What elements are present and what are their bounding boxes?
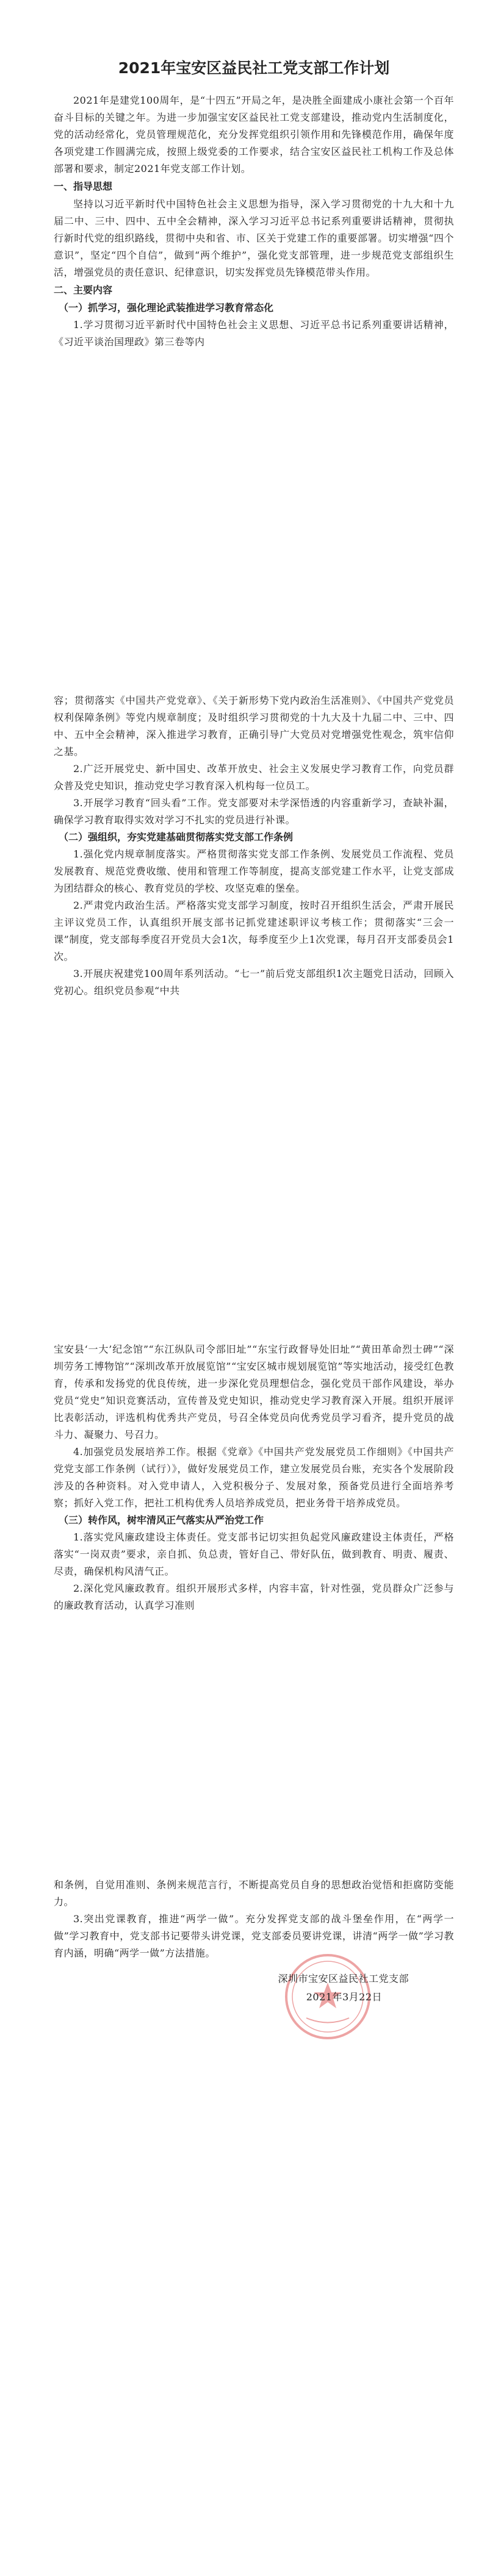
work-style-paragraph-2-end: 和条例，自觉用准则、条例来规范言行，不断提高党员自身的思想政治觉悟和拒腐防变能力。 bbox=[54, 1878, 454, 1908]
page-break-gap bbox=[54, 1000, 454, 1341]
subsection-heading-work-style: （三）转作风，树牢清风正气落实从严治党工作 bbox=[59, 1514, 264, 1526]
organization-paragraph-1: 1.强化党内规章制度落实。严格贯彻落实党支部工作条例、发展党员工作流程、党员发展教育、规范党费收缴、使用和管理工作等制度，提高支部党建工作水平，让党支部成为团结群众的核心、教育党员的学校、攻坚克难的堡垒。 bbox=[54, 848, 454, 894]
organization-paragraph-4: 4.加强党员发展培养工作。根据《党章》《中国共产党发展党员工作细则》《中国共产党党支部工作条例（试行）》，做好发展党员工作，建立发展党员台账，充实各个发展阶段涉及的各种资料。对入党申请人，入党积极分子、发展对象，预备党员进行全面培养考察；抓好入党工作，把社工机构优秀人员培养成党员，把业务骨干培养成党员。 bbox=[54, 1445, 454, 1509]
signature-organization: 深圳市宝安区益民社工党支部 bbox=[278, 1972, 409, 1984]
study-paragraph-1-start: 1.学习贯彻习近平新时代中国特色社会主义思想、习近平总书记系列重要讲话精神，《习近平谈治国理政》第三卷等内 bbox=[54, 318, 454, 348]
work-style-paragraph-1: 1.落实党风廉政建设主体责任。党支部书记切实担负起党风廉政建设主体责任，严格落实“一岗双责”要求，亲自抓、负总责，管好自己、带好队伍，做到教育、明责、履责、尽责，确保机构风清气正。 bbox=[54, 1531, 454, 1577]
work-style-paragraph-3: 3.突出党课教育，推进“两学一做”。充分发挥党支部的战斗堡垒作用，在“两学一做”学习教育中，党支部书记要带头讲党课，党支部委员要讲党课，讲清“两学一做”学习教育内涵，明确“两学一做”方法措施。 bbox=[54, 1912, 454, 1959]
guiding-ideology-paragraph: 坚持以习近平新时代中国特色社会主义思想为指导，深入学习贯彻党的十九大和十九届二中、三中、四中、五中全会精神，深入学习习近平总书记系列重要讲话精神，贯彻执行新时代党的组织路线，贯彻中央和省、市、区关于党建工作的重要部署。切实增强“四个意识”，坚定“四个自信”，做到“两个维护”，强化党支部管理，进一步规范党支部组织生活，增强党员的责任意识、纪律意识，切实发挥党员先锋模范带头作用。 bbox=[54, 198, 454, 278]
study-paragraph-2: 2.广泛开展党史、新中国史、改革开放史、社会主义发展史学习教育工作，向党员群众普及党史知识，推动党史学习教育深入机构每一位员工。 bbox=[54, 762, 454, 792]
work-style-paragraph-2-start: 2.深化党风廉政教育。组织开展形式多样，内容丰富，针对性强，党员群众广泛参与的廉政教育活动，认真学习准则 bbox=[54, 1582, 454, 1611]
subsection-heading-organization: （二）强组织，夯实党建基础贯彻落实党支部工作条例 bbox=[59, 831, 294, 843]
signature-date: 2021年3月22日 bbox=[306, 1991, 382, 2003]
organization-paragraph-2: 2.严肃党内政治生活。严格落实党支部学习制度，按时召开组织生活会，严肃开展民主评议党员工作，认真组织开展支部书记抓党建述职评议考核工作；贯彻落实“三会一课”制度，党支部每季度召开党员大会1次，每季度至少上1次党课，每月召开支部委员会1次。 bbox=[54, 899, 454, 962]
subsection-heading-study: （一）抓学习，强化理论武装推进学习教育常态化 bbox=[59, 301, 274, 313]
organization-paragraph-3-start: 3.开展庆祝建党100周年系列活动。“七一”前后党支部组织1次主题党日活动，回顾入党初心。组织党员参观“中共 bbox=[54, 967, 454, 996]
section-heading-guiding-ideology: 一、指导思想 bbox=[54, 180, 113, 192]
section-heading-main-content: 二、主要内容 bbox=[54, 284, 113, 296]
study-paragraph-3: 3.开展学习教育“回头看”工作。党支部要对未学深悟透的内容重新学习，查缺补漏，确保学习教育取得实效对学习不扎实的党员进行补课。 bbox=[54, 796, 454, 826]
document-title: 2021年宝安区益民社工党支部工作计划 bbox=[118, 59, 390, 77]
intro-paragraph: 2021年是建党100周年，是“十四五”开局之年，是决胜全面建成小康社会第一个百年奋斗目标的关键之年。为进一步加强宝安区益民社工党支部建设，推动党内生活制度化，党的活动经常化，党员管理规范化，充分发挥党组织引领作用和先锋模范作用，确保年度各项党建工作圆满完成，按照上级党委的工作要求，结合宝安区益民社工机构工作及总体部署和要求，制定2021年党支部工作计划。 bbox=[54, 94, 454, 174]
page-break-gap bbox=[54, 351, 454, 692]
organization-paragraph-3-end: 宝安县‘一大’纪念馆”“东江纵队司令部旧址”“东宝行政督导处旧址”“黄田革命烈士碑”“深圳劳务工博物馆”“深圳改革开放展览馆”“宝安区城市规划展览馆”等实地活动，接受红色教育，传承和发扬党的优良传统，进一步深化党员理想信念，强化党员干部作风建设，举办党员“党史”知识竞赛活动，宣传普及党史知识，推动党史学习教育深入开展。组织开展评比表彰活动，评选机构优秀共产党员，号召全体党员向优秀党员学习看齐，提升党员的战斗力、凝聚力、号召力。 bbox=[54, 1343, 454, 1440]
study-paragraph-1-end: 容；贯彻落实《中国共产党党章》、《关于新形势下党内政治生活准则》、《中国共产党党员权利保障条例》等党内规章制度；及时组织学习贯彻党的十九大及十九届二中、三中、四中、五中全会精神，深入推进学习教育，正确引导广大党员对党增强党性观念，筑牢信仰之基。 bbox=[54, 694, 454, 757]
page-break-gap bbox=[54, 1614, 454, 1877]
signature-block bbox=[54, 1970, 454, 2068]
